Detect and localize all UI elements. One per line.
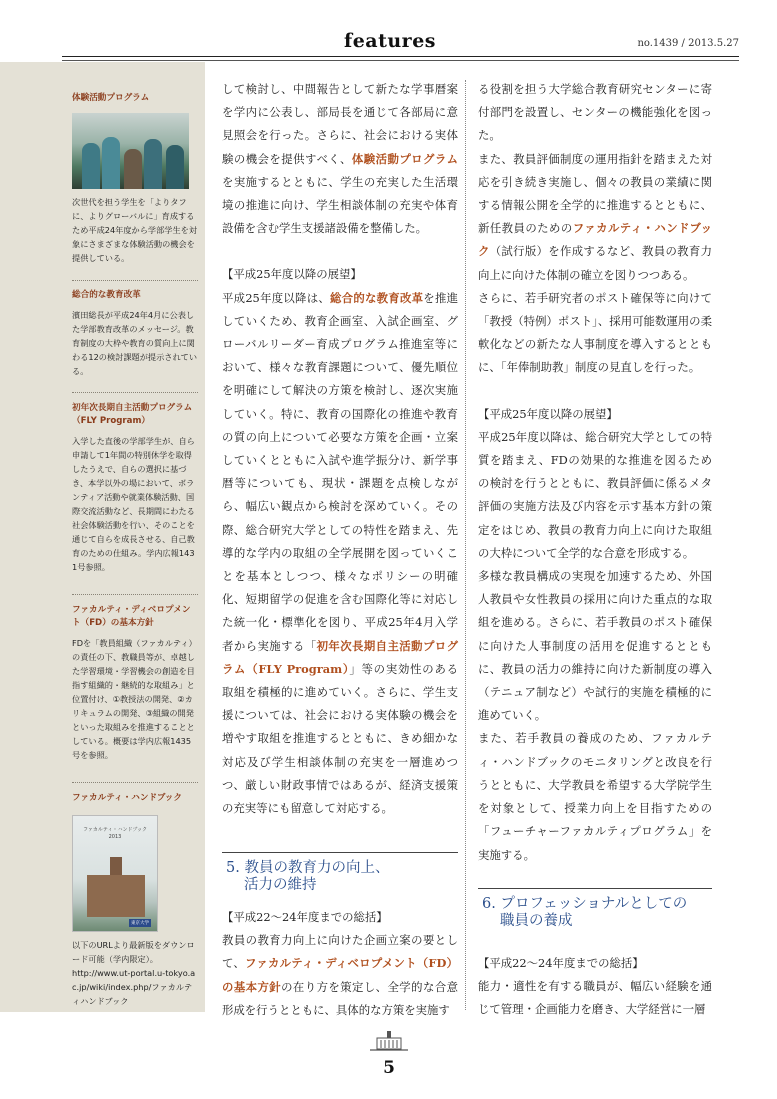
sidebar-note-fd xyxy=(72,604,198,762)
text-run: る役割を担う大学総合教育研究センターに寄付部門を設置し、センターの機能強化を図った。 xyxy=(478,82,712,143)
handbook-cover xyxy=(72,815,158,932)
section-rule xyxy=(478,888,712,889)
section-title-line: 6. プロフェッショナルとしての xyxy=(482,896,688,912)
section-title xyxy=(226,860,389,894)
text-run: 教員の教育力向上に向けた企画立案の要として、 xyxy=(222,933,458,971)
highlight-term: ファカルティ・ディベロプメント（FD）の基本方針 xyxy=(222,956,458,994)
sidebar-note-title: 総合的な教育改革 xyxy=(72,290,141,300)
paragraph xyxy=(478,426,712,565)
sidebar-note-title: 体験活動プログラム xyxy=(72,93,150,103)
sidebar-note-text: 濱田総長が平成24年4月に公表した学部教育改革のメッセージ。教育制度の大枠や教育の質向上に関わる12の検討課題が提示されている。 xyxy=(72,310,198,376)
text-run: （試行版）を作成するなど、教員の教育力向上に向けた体制の確立を図りつつある。 xyxy=(478,244,712,282)
text-run: 」等の実効性のある取組を積極的に進めていく。さらに、学生支援については、社会における実体験の機会を増やす取組を推進するとともに、きめ細かな対応及び学生相談体制の充実を一層進めつつ、厳しい財政事情ではあるが、経済支援策の充実等にも留意して対応する。 xyxy=(222,661,458,816)
handbook-url[interactable]: http://www.ut-portal.u-tokyo.ac.jp/wiki/index.php/ファカルティハンドブック xyxy=(72,968,196,1006)
sidebar-divider xyxy=(72,782,198,783)
section-subheading: 【平成22〜24年度までの総括】 xyxy=(478,956,644,970)
text-run: 能力・適性を有する職員が、幅広い経験を通じて管理・企画能力を磨き、大学経営に一層 xyxy=(478,979,712,1017)
sidebar-divider xyxy=(72,594,198,595)
section-body xyxy=(222,906,458,1022)
text-run: 平成25年度以降は、総合研究大学としての特質を踏まえ、FDの効果的な推進を図るための検討を行うとともに、教員評価に係るメタ評価の実施方法及び内容を示す基本方針の策定をはじめ、教員の教育力向上に向けた取組の大枠について全学的な合意を形成する。 xyxy=(478,429,712,560)
cover-logo: 東京大学 xyxy=(131,921,149,926)
text-run: また、若手教員の養成のため、ファカルティ・ハンドブックのモニタリングと改良を行うとともに、大学教員を希望する大学院学生を対象として、授業力向上を目指すための「フューチャーファカルティプログラム」を実施する。 xyxy=(478,731,712,862)
students-photo xyxy=(72,113,189,189)
sidebar-note-experience xyxy=(72,92,198,265)
sidebar-note-text: 入学した直後の学部学生が、自ら申請して1年間の特別休学を取得したうえで、自らの選択に基づき、本学以外の場において、ボランティア活動や就業体験活動、国際交流活動など、長期間にわたる社会体験活動を行い、そのことを通じて自らを成長させる、自己教育のための仕組み。学内広報1431号参照。 xyxy=(72,436,195,572)
sidebar-divider xyxy=(72,280,198,281)
text-run: を推進していくため、教育企画室、入試企画室、グローバルリーダー育成プログラム推進室等において、様々な教育課題について、優先順位を明確にして解決の方策を検討し、逐次実施していく。特に、教育の国際化の推進や教育の質の向上について必要な方策を企画・立案していくとともに入試や進学振分け、新学事暦等についても、現状・課題を点検しながら、幅広い観点から検討を深めていく。その際、総合研究大学としての特性を踏まえ、先導的な学内の取組の全学展開を図っていくことを基本としつつ、様々なポリシーの明確化、短期留学の促進を含む国際化等に対応した統一化・標準化を図り、平成25年4月入学者から実施する「 xyxy=(222,290,458,653)
paragraph xyxy=(478,78,712,148)
sidebar-note-text: FDを「教員組織（ファカルティ）の責任の下、教職員等が、卓越した学習環境・学習機会の創造を目指す組織的・継続的な取組み」と位置付け、①教授法の開発、②カリキュラムの開発、③組織の開発といった取組みを推進することとしている。概要は学内広報1435号を参照。 xyxy=(72,638,197,760)
paragraph xyxy=(478,287,712,380)
building-icon xyxy=(370,1030,408,1054)
section-rule xyxy=(222,852,458,853)
sidebar-note-fly xyxy=(72,402,198,574)
section-subheading: 【平成25年度以降の展望】 xyxy=(222,267,362,282)
header-rule xyxy=(62,56,739,57)
page-number: 5 xyxy=(383,1058,395,1078)
sidebar-note-reform xyxy=(72,289,198,378)
header-rule-thin xyxy=(62,60,739,61)
sidebar-note-handbook xyxy=(72,792,198,1008)
paragraph xyxy=(222,929,458,1022)
cover-year: 2013 xyxy=(108,834,122,840)
paragraph xyxy=(222,78,458,240)
section-title-line: 活力の維持 xyxy=(244,877,317,893)
sidebar-note-title: ファカルティ・ディベロプメント（FD）の基本方針 xyxy=(72,605,191,628)
sidebar-note-text: 次世代を担う学生を「よりタフに、よりグローバルに」育成するため平成24年度から学部学生を対象にさまざまな体験活動の機会を提供している。 xyxy=(72,197,198,263)
sidebar-note-title: 初年次長期自主活動プログラム（FLY Program） xyxy=(72,403,193,426)
text-run: して検討し、中間報告として新たな学事暦案を学内に公表し、部局長を通じて各部局に意見照会を行った。さらに、社会における実体験の機会を提供すべく、 xyxy=(222,82,458,166)
paragraph xyxy=(478,565,712,727)
paragraph xyxy=(478,148,712,287)
section-subheading: 【平成22〜24年度までの総括】 xyxy=(222,910,388,924)
section-title xyxy=(482,896,687,930)
column-left xyxy=(222,78,458,820)
sidebar-note-text: 以下のURLより最新版をダウンロード可能（学内限定）。 xyxy=(72,940,195,964)
highlight-term: ファカルティ・ハンドブック xyxy=(478,221,712,259)
highlight-term: 体験活動プログラム xyxy=(351,151,459,166)
paragraph xyxy=(478,727,712,866)
text-run: の在り方を策定し、全学的な合意形成を行うとともに、具体的な方策を実施す xyxy=(222,979,458,1017)
sidebar-divider xyxy=(72,392,198,393)
cover-title: ファカルティ・ハンドブック xyxy=(82,827,147,833)
building-shape xyxy=(87,875,145,917)
highlight-term: 総合的な教育改革 xyxy=(330,290,424,305)
column-right xyxy=(478,78,712,867)
text-run: さらに、若手研究者のポスト確保等に向けて「教授（特例）ポスト」、採用可能数運用の柔軟化などの新たな人事制度を導入するとともに、「年俸制助教」制度の見直しを行った。 xyxy=(478,290,712,375)
text-run: を実施するとともに、学生の充実した生活環境の推進に向け、学生相談体制の充実や体育設備を含む学生支援諸設備を整備した。 xyxy=(222,174,458,236)
section-subheading: 【平成25年度以降の展望】 xyxy=(478,406,618,421)
text-run: また、教員評価制度の運用指針を踏まえた対応を引き続き実施し、個々の教員の業績に関する情報公開を全学的に推進するとともに、新任教員のための xyxy=(478,151,712,236)
section-body xyxy=(478,952,712,1022)
paragraph xyxy=(222,287,458,821)
sidebar-note-title: ファカルティ・ハンドブック xyxy=(72,793,182,803)
text-run: 多様な教員構成の実現を加速するため、外国人教員や女性教員の採用に向けた重点的な取組を進める。さらに、若手教員のポスト確保に向けた人事制度の活用を促進するとともに、教員の活力の維持に向けた新制度の導入（テニュア制など）や試行的実施を積極的に進めていく。 xyxy=(478,569,712,723)
column-divider xyxy=(465,80,466,1010)
header-title: features xyxy=(344,30,436,52)
section-title-line: 職員の養成 xyxy=(500,913,573,929)
section-title-line: 5. 教員の教育力の向上、 xyxy=(226,860,390,876)
paragraph xyxy=(478,975,712,1021)
highlight-term: 初年次長期自主活動プログラム（FLY Program） xyxy=(222,638,458,676)
issue-info: no.1439 / 2013.5.27 xyxy=(637,38,739,49)
text-run: 平成25年度以降は、 xyxy=(222,290,331,305)
